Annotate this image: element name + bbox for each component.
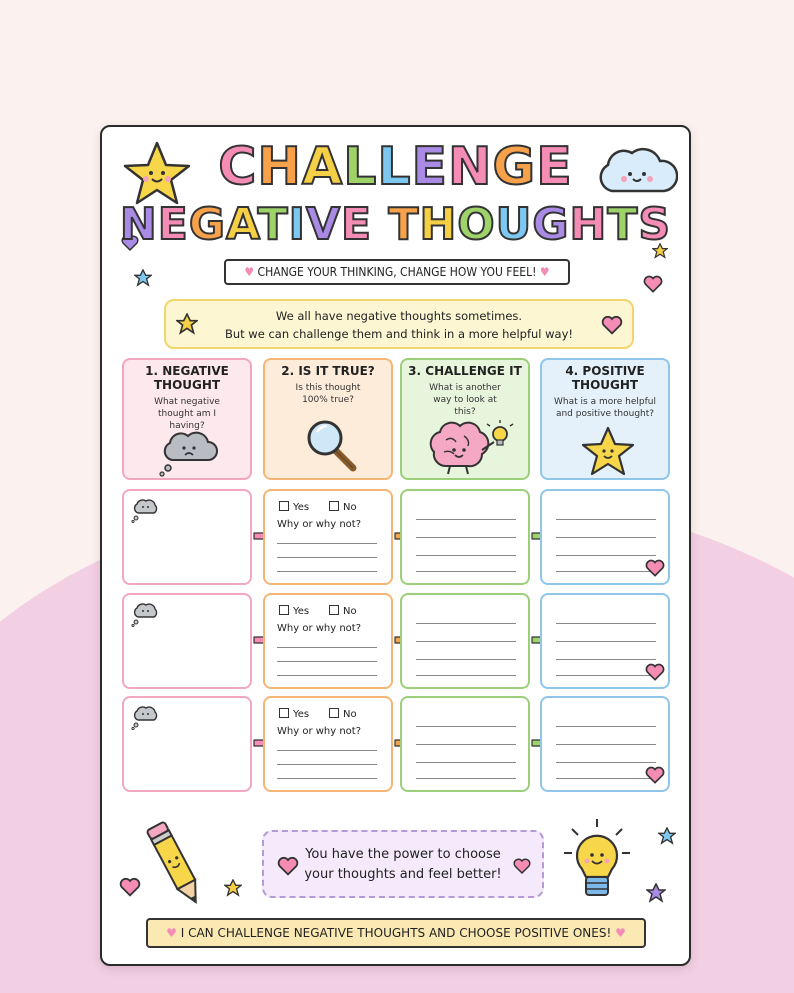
writing-line[interactable]	[277, 647, 377, 648]
column-prompt: What is a more helpful and positive thought?	[554, 397, 656, 419]
brain-icon	[424, 418, 518, 478]
writing-line[interactable]	[277, 557, 377, 558]
writing-line[interactable]	[556, 778, 656, 779]
star-icon	[176, 313, 198, 335]
heart-icon: ♥	[244, 265, 255, 279]
thought-cloud-icon	[130, 601, 160, 627]
title-letter: A	[225, 199, 258, 250]
power-message-box	[262, 830, 544, 898]
title-letter: I	[288, 199, 306, 250]
positive-thought-box[interactable]	[540, 489, 670, 585]
writing-line[interactable]	[277, 778, 377, 779]
magnifier-icon	[303, 416, 359, 474]
is-it-true-box[interactable]	[263, 489, 393, 585]
writing-line[interactable]	[277, 571, 377, 572]
writing-line[interactable]	[556, 571, 656, 572]
column-prompt: What negative thought am I having?	[154, 397, 220, 431]
title-letter: H	[257, 137, 302, 197]
writing-line[interactable]	[277, 543, 377, 544]
no-checkbox[interactable]: No	[329, 708, 357, 720]
title-letter: G	[492, 137, 537, 197]
footer-text: I CAN CHALLENGE NEGATIVE THOUGHTS AND CHOOSE POSITIVE ONES!	[180, 926, 612, 940]
positive-thought-box[interactable]	[540, 696, 670, 792]
heart-icon	[600, 313, 624, 337]
heart-icon: ♥	[615, 926, 626, 940]
writing-line[interactable]	[556, 762, 656, 763]
star-icon	[646, 883, 666, 903]
negative-thought-box[interactable]	[122, 593, 252, 689]
yes-checkbox[interactable]: Yes	[279, 708, 309, 720]
title-letter: N	[119, 199, 158, 250]
heart-icon	[512, 856, 532, 876]
writing-line[interactable]	[416, 675, 516, 676]
writing-line[interactable]	[416, 659, 516, 660]
intro-box	[164, 299, 634, 349]
why-label: Why or why not?	[277, 623, 362, 634]
title-letter: G	[532, 199, 570, 250]
writing-line[interactable]	[556, 726, 656, 727]
writing-line[interactable]	[277, 764, 377, 765]
column-heading: 1. NEGATIVE THOUGHT	[145, 364, 229, 392]
title-letter: V	[305, 199, 342, 250]
title-letter: E	[536, 137, 573, 197]
smiling-star-icon	[578, 426, 638, 478]
writing-line[interactable]	[416, 519, 516, 520]
power-message-line-2: your thoughts and feel better!	[304, 867, 502, 882]
writing-line[interactable]	[416, 571, 516, 572]
title-letter: T	[388, 199, 420, 250]
thought-cloud-icon	[130, 497, 160, 523]
writing-line[interactable]	[416, 537, 516, 538]
column-header-negative-thought	[122, 358, 252, 480]
no-checkbox[interactable]: No	[329, 605, 357, 617]
subtitle-text: CHANGE YOUR THINKING, CHANGE HOW YOU FEEL!	[257, 265, 537, 279]
challenge-it-box[interactable]	[400, 489, 530, 585]
no-checkbox[interactable]: No	[329, 501, 357, 513]
title-letter: U	[495, 199, 533, 250]
negative-thought-box[interactable]	[122, 696, 252, 792]
writing-line[interactable]	[416, 762, 516, 763]
writing-line[interactable]	[556, 675, 656, 676]
column-header-is-it-true	[263, 358, 393, 480]
why-label: Why or why not?	[277, 726, 362, 737]
writing-line[interactable]	[416, 555, 516, 556]
star-icon	[658, 827, 676, 845]
intro-line-2: But we can challenge them and think in a more helpful way!	[224, 327, 574, 341]
writing-line[interactable]	[556, 623, 656, 624]
title-letter: N	[448, 137, 493, 197]
title-letter: H	[569, 199, 608, 250]
heart-icon	[644, 661, 666, 683]
subtitle-banner	[224, 259, 570, 285]
title-letter: O	[457, 199, 496, 250]
star-icon	[224, 879, 242, 897]
writing-line[interactable]	[277, 675, 377, 676]
title-letter: A	[301, 137, 344, 197]
sad-thought-cloud-icon	[158, 428, 220, 478]
column-heading: 4. POSITIVE THOUGHT	[565, 364, 645, 392]
heart-icon	[644, 764, 666, 786]
title-line-1	[102, 137, 689, 197]
title-letter: E	[411, 137, 448, 197]
challenge-it-box[interactable]	[400, 696, 530, 792]
negative-thought-box[interactable]	[122, 489, 252, 585]
title-letter: L	[377, 137, 412, 197]
writing-line[interactable]	[277, 661, 377, 662]
yes-checkbox[interactable]: Yes	[279, 605, 309, 617]
title-letter: L	[343, 137, 378, 197]
heart-icon: ♥	[539, 265, 550, 279]
writing-line[interactable]	[416, 744, 516, 745]
column-prompt: What is another way to look at this?	[429, 383, 501, 417]
challenge-it-box[interactable]	[400, 593, 530, 689]
star-icon	[134, 269, 152, 287]
why-label: Why or why not?	[277, 519, 362, 530]
heart-icon	[118, 875, 142, 899]
yes-checkbox[interactable]: Yes	[279, 501, 309, 513]
writing-line[interactable]	[556, 519, 656, 520]
positive-thought-box[interactable]	[540, 593, 670, 689]
writing-line[interactable]	[556, 555, 656, 556]
footer-banner	[146, 918, 646, 948]
title-letter: C	[218, 137, 258, 197]
heart-icon: ♥	[166, 926, 177, 940]
title-letter: G	[188, 199, 226, 250]
column-header-challenge-it	[400, 358, 530, 480]
writing-line[interactable]	[556, 744, 656, 745]
is-it-true-box[interactable]	[263, 696, 393, 792]
title-line-2	[102, 199, 689, 250]
column-prompt: Is this thought 100% true?	[295, 383, 361, 405]
worksheet	[100, 125, 691, 966]
is-it-true-box[interactable]	[263, 593, 393, 689]
power-message-line-1: You have the power to choose	[305, 847, 501, 862]
writing-line[interactable]	[556, 659, 656, 660]
title-letter	[372, 199, 388, 250]
title-letter: T	[257, 199, 289, 250]
writing-line[interactable]	[416, 641, 516, 642]
writing-line[interactable]	[556, 537, 656, 538]
intro-line-1: We all have negative thoughts sometimes.	[275, 309, 523, 323]
heart-icon	[642, 273, 664, 295]
pencil-icon	[146, 817, 206, 913]
writing-line[interactable]	[416, 778, 516, 779]
heart-icon	[276, 854, 300, 878]
heart-icon	[644, 557, 666, 579]
writing-line[interactable]	[416, 623, 516, 624]
column-header-positive-thought	[540, 358, 670, 480]
thought-cloud-icon	[130, 704, 160, 730]
column-heading: 2. IS IT TRUE?	[281, 364, 375, 378]
title-letter: T	[607, 199, 639, 250]
title-letter: E	[341, 199, 373, 250]
writing-line[interactable]	[416, 726, 516, 727]
title-letter: S	[638, 199, 672, 250]
lightbulb-icon	[562, 817, 632, 905]
writing-line[interactable]	[556, 641, 656, 642]
title-letter: H	[419, 199, 458, 250]
writing-line[interactable]	[277, 750, 377, 751]
title-letter: E	[157, 199, 189, 250]
column-heading: 3. CHALLENGE IT	[408, 364, 522, 378]
